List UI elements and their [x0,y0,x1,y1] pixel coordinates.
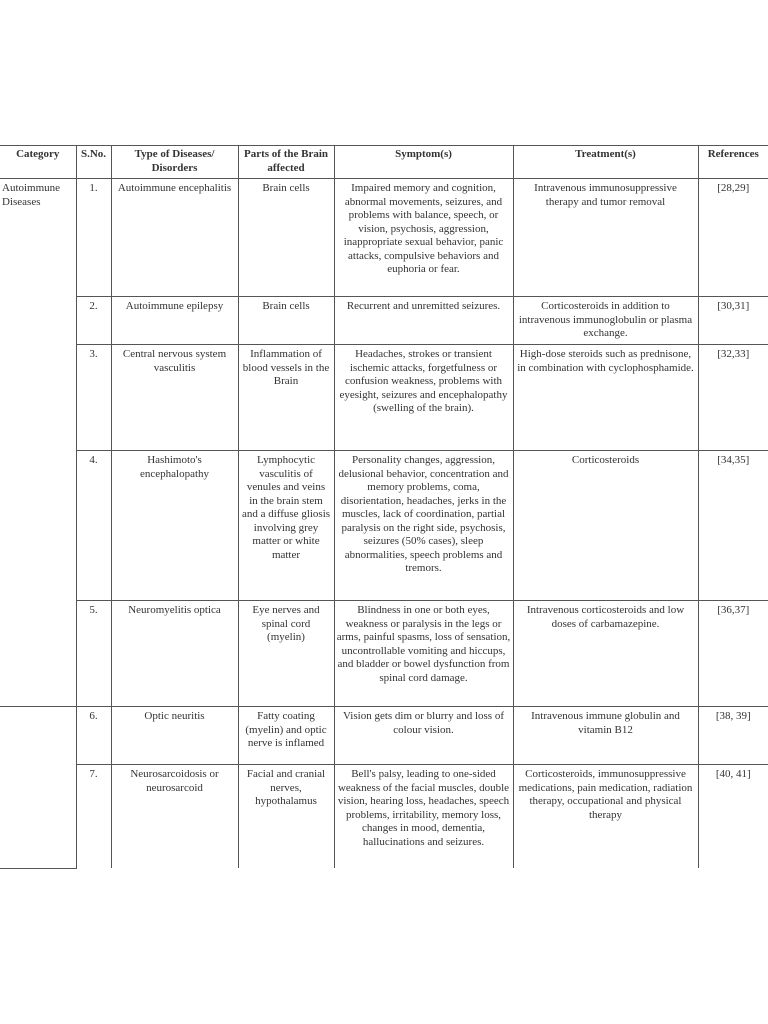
sno-cell: 1. [76,179,111,297]
table-header-row [0,146,768,179]
symptoms-cell: Impaired memory and cognition, abnormal movements, seizures, and problems with balance, speech, or vision, psychosis, aggression, inappropriate sexual behavior, panic attacks, compulsive behaviors and euphoria or fear. [334,179,513,297]
treatment-cell: Intravenous immunosuppressive therapy and tumor removal [513,179,698,297]
type-cell: Neuromyelitis optica [111,601,238,707]
category-cell: Autoimmune Diseases [0,179,76,707]
type-cell: Optic neuritis [111,707,238,765]
sno-cell: 6. [76,707,111,765]
sno-cell: 7. [76,765,111,869]
header-symptoms: Symptom(s) [334,146,513,179]
header-category: Category [0,146,76,179]
sno-cell: 3. [76,345,111,451]
type-cell: Hashimoto's encephalopathy [111,451,238,601]
header-sno: S.No. [76,146,111,179]
parts-cell: Eye nerves and spinal cord (myelin) [238,601,334,707]
table-row [0,707,768,765]
treatment-cell: High-dose steroids such as prednisone, in combination with cyclophosphamide. [513,345,698,451]
symptoms-cell: Bell's palsy, leading to one-sided weakness of the facial muscles, double vision, hearing loss, headaches, speech problems, irritability, memory loss, changes in mood, dementia, hallucinations and seizures. [334,765,513,869]
treatment-cell: Intravenous immune globulin and vitamin B12 [513,707,698,765]
table-row [0,601,768,707]
references-cell: [32,33] [698,345,768,451]
references-cell: [40, 41] [698,765,768,869]
table-row [0,345,768,451]
sno-cell: 4. [76,451,111,601]
parts-cell: Brain cells [238,179,334,297]
treatment-cell: Intravenous corticosteroids and low doses of carbamazepine. [513,601,698,707]
table-row [0,451,768,601]
category-cell-empty [0,707,76,869]
type-cell: Central nervous system vasculitis [111,345,238,451]
parts-cell: Facial and cranial nerves, hypothalamus [238,765,334,869]
references-cell: [38, 39] [698,707,768,765]
disease-table-container [0,145,768,869]
table-row [0,179,768,297]
type-cell: Autoimmune encephalitis [111,179,238,297]
symptoms-cell: Personality changes, aggression, delusional behavior, concentration and memory problems, coma, disorientation, headaches, jerks in the muscles, lack of coordination, partial paralysis on the right side, psychosis, seizures (50% cases), sleep abnormalities, speech problems and tremors. [334,451,513,601]
parts-cell: Brain cells [238,297,334,345]
references-cell: [30,31] [698,297,768,345]
treatment-cell: Corticosteroids, immunosuppressive medications, pain medication, radiation therapy, occupational and physical therapy [513,765,698,869]
header-parts: Parts of the Brain affected [238,146,334,179]
type-cell: Neurosarcoidosis or neurosarcoid [111,765,238,869]
symptoms-cell: Headaches, strokes or transient ischemic attacks, forgetfulness or confusion weakness, problems with eyesight, seizures and encephalopathy (swelling of the brain). [334,345,513,451]
references-cell: [34,35] [698,451,768,601]
symptoms-cell: Blindness in one or both eyes, weakness or paralysis in the legs or arms, painful spasms, loss of sensation, uncontrollable vomiting and hiccups, and bladder or bowel dysfunction from spinal cord damage. [334,601,513,707]
parts-cell: Fatty coating (myelin) and optic nerve is inflamed [238,707,334,765]
header-type: Type of Diseases/ Disorders [111,146,238,179]
treatment-cell: Corticosteroids [513,451,698,601]
sno-cell: 2. [76,297,111,345]
parts-cell: Lymphocytic vasculitis of venules and veins in the brain stem and a diffuse gliosis involving grey matter or white matter [238,451,334,601]
table-row [0,297,768,345]
references-cell: [28,29] [698,179,768,297]
disease-table [0,145,768,869]
treatment-cell: Corticosteroids in addition to intravenous immunoglobulin or plasma exchange. [513,297,698,345]
header-references: References [698,146,768,179]
header-treatment: Treatment(s) [513,146,698,179]
symptoms-cell: Recurrent and unremitted seizures. [334,297,513,345]
table-row [0,765,768,869]
type-cell: Autoimmune epilepsy [111,297,238,345]
parts-cell: Inflammation of blood vessels in the Brain [238,345,334,451]
sno-cell: 5. [76,601,111,707]
references-cell: [36,37] [698,601,768,707]
symptoms-cell: Vision gets dim or blurry and loss of colour vision. [334,707,513,765]
